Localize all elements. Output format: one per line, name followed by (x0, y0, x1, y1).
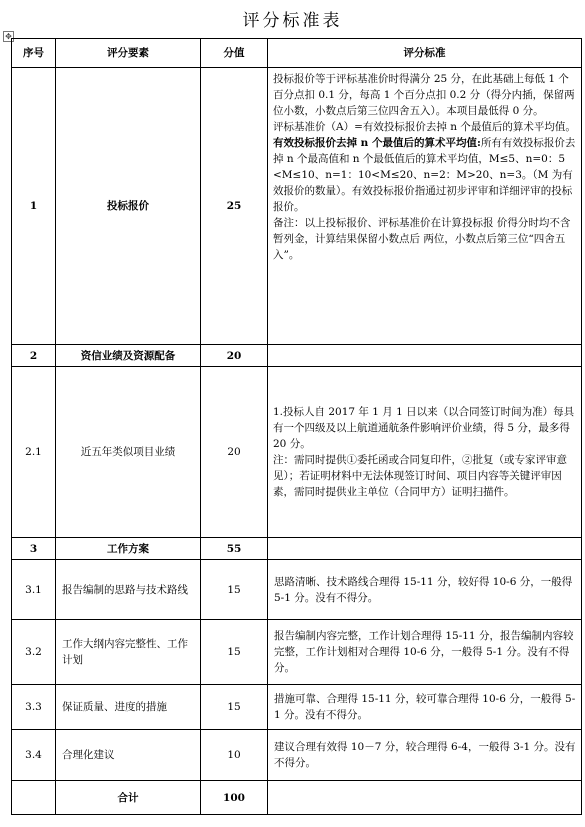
scoring-table (11, 38, 582, 815)
table-row (12, 68, 582, 345)
total-standard (268, 781, 582, 815)
row-element: 工作大纲内容完整性、工作计划 (56, 620, 201, 685)
row-no: 2 (12, 345, 56, 367)
total-no (12, 781, 56, 815)
row-standard: 思路清晰、技术路线合理得 15-11 分，较好得 10-6 分，一般得 5-1 分。没有不得分。 (268, 560, 582, 620)
table-row (12, 620, 582, 685)
header-no: 序号 (12, 39, 56, 68)
table-row (12, 560, 582, 620)
row-element: 保证质量、进度的措施 (56, 685, 201, 730)
row-no: 2.1 (12, 367, 56, 538)
standard-paragraph: 评标基准价（A）=有效投标报价去掉 n 个最值后的算术平均值。 (273, 121, 576, 133)
row-score: 25 (201, 68, 268, 345)
row-element: 近五年类似项目业绩 (56, 367, 201, 538)
row-no: 3.1 (12, 560, 56, 620)
row-no: 3 (12, 538, 56, 560)
row-standard (268, 345, 582, 367)
table-total-row (12, 781, 582, 815)
row-no: 1 (12, 68, 56, 345)
header-element: 评分要素 (56, 39, 201, 68)
row-score: 20 (201, 367, 268, 538)
row-element: 投标报价 (56, 68, 201, 345)
standard-paragraph (273, 135, 577, 215)
row-standard: 建议合理有效得 10－7 分，较合理得 6-4，一般得 3-1 分。没有不得分。 (268, 730, 582, 781)
row-no: 3.4 (12, 730, 56, 781)
row-element: 资信业绩及资源配备 (56, 345, 201, 367)
total-score: 100 (201, 781, 268, 815)
table-row (12, 685, 582, 730)
standard-text: 所有有效投标报价去掉 n 个最高值和 n 个最低值后的算术平均值，M≤5、n=0：5 <M≤10、n=1：10<M≤20、n=2：M>20、n=3。（M 为有效报价的数量）。有效投标报价指通过初步评审和详细评审的投标报价。 (273, 137, 576, 213)
header-standard: 评分标准 (268, 39, 582, 68)
row-score: 55 (201, 538, 268, 560)
row-standard (268, 538, 582, 560)
row-score: 15 (201, 620, 268, 685)
row-standard (268, 68, 582, 345)
row-element: 工作方案 (56, 538, 201, 560)
row-standard (268, 367, 582, 538)
standard-paragraph: 投标报价等于评标基准价时得满分 25 分，在此基础上每低 1 个百分点扣 0.1 分，每高 1 个百分点扣 0.2 分（得分内插，保留两位小数，小数点后第三位四舍五入）。本项目最低得 0 分。 (273, 73, 575, 117)
table-row (12, 367, 582, 538)
row-standard: 措施可靠、合理得 15-11 分，较可靠合理得 10-6 分，一般得 5-1 分。没有不得分。 (268, 685, 582, 730)
row-standard: 报告编制内容完整，工作计划合理得 15-11 分，报告编制内容较完整，工作计划相对合理得 10-6 分，一般得 5-1 分。没有不得分。 (268, 620, 582, 685)
row-score: 10 (201, 730, 268, 781)
table-row (12, 345, 582, 367)
row-score: 15 (201, 560, 268, 620)
row-no: 3.2 (12, 620, 56, 685)
table-move-handle-icon[interactable]: ✥ (3, 31, 14, 42)
standard-bold-term: 有效投标报价去掉 n 个最值后的算术平均值: (273, 137, 481, 149)
table-row (12, 730, 582, 781)
table-row (12, 538, 582, 560)
row-no: 3.3 (12, 685, 56, 730)
standard-paragraph: 备注：以上投标报价、评标基准价在计算投标报 价得分时均不含暂列金，计算结果保留小数点后 两位，小数点后第三位“四舍五入”。 (273, 217, 571, 261)
row-score: 15 (201, 685, 268, 730)
row-score: 20 (201, 345, 268, 367)
row-element: 合理化建议 (56, 730, 201, 781)
standard-paragraph: 注：需同时提供①委托函或合同复印件，②批复（或专家评审意见）；若证明材料中无法体现签订时间、项目内容等关键评审因素，需同时提供业主单位（合同甲方）证明扫描件。 (273, 454, 567, 498)
row-element: 报告编制的思路与技术路线 (56, 560, 201, 620)
total-label: 合计 (56, 781, 201, 815)
standard-paragraph: 1.投标人自 2017 年 1 月 1 日以来（以合同签订时间为准）每具有一个四级及以上航道通航条件影响评价业绩，得 5 分，最多得 20 分。 (273, 406, 575, 450)
table-header-row (12, 39, 582, 68)
page-title: 评分标准表 (242, 11, 343, 31)
header-score: 分值 (201, 39, 268, 68)
